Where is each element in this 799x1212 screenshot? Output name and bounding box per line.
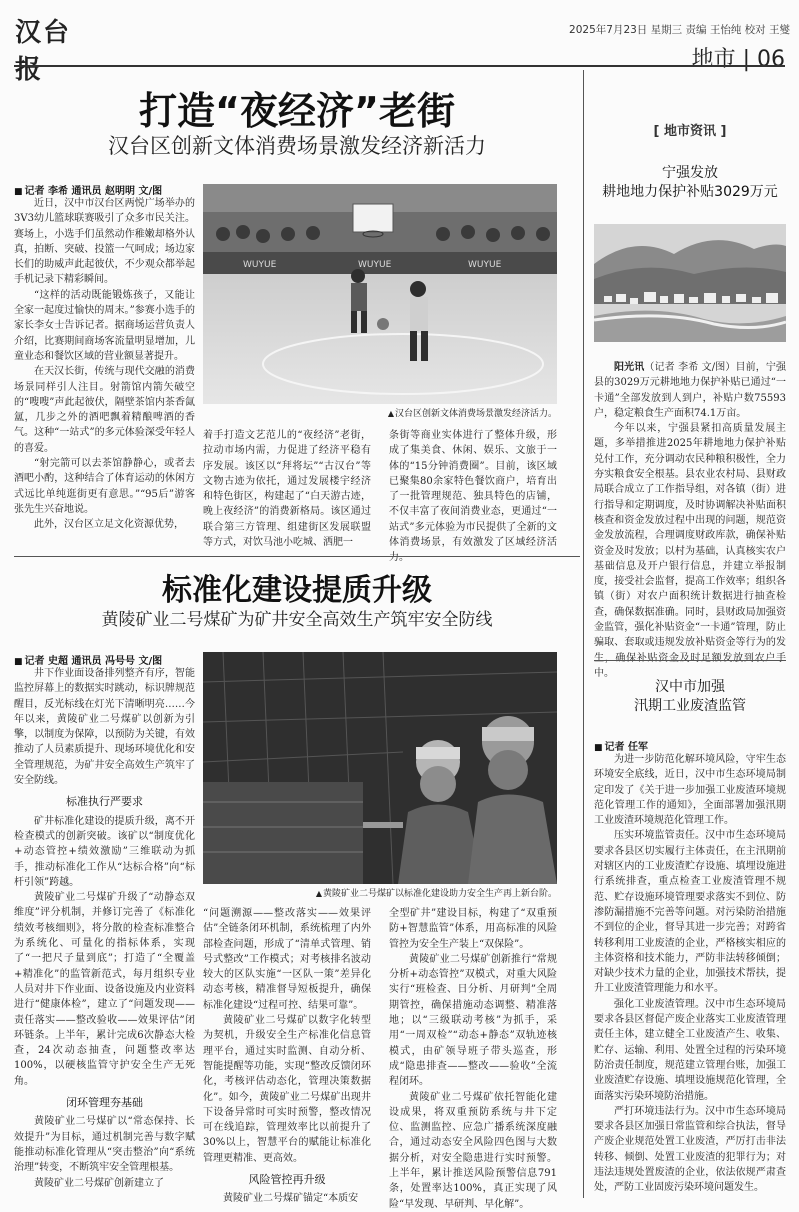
- article2-byline: ■ 记者 史超 通讯员 冯号号 文/图: [14, 652, 162, 667]
- section-heading: 闭环管理夯基础: [66, 1096, 143, 1110]
- article2-col2: [203, 906, 371, 1205]
- paragraph: 今年以来，宁强县紧扣高质量发展主题，多举措推进2025年耕地地力保护补贴兑付工作，充分调动农民种粮积极性，全力夯实粮食安全根基。县农业农村局、县财政局联合成立了工作指导组，对各镇（街）进行指导和定期调度，及时协调解决补贴面积核查和资金发放过程中出现的问题，规范资金发放流程，合理调度财政库款，确保补贴资金及时发放；以村为基础，认真核实农户基础信息及开户银行信息，并建立举报制度，接受社会监督，提高工作效率；组织各镇（街）对农户面积统计数据进行抽查检查，确保数据准确。同时，县财政局加强资金监管，强化补贴资金“一卡通”管理，防止骗取、套取或违规发放补贴资金等行为的发生，确保补贴资金及时足额发放到农户手中。: [594, 423, 786, 679]
- paragraph: 为进一步防范化解环境风险，守牢生态环境安全底线，近日，汉中市生态环境局制定印发了《关于进一步加强工业废渣环境规范化管理工作的通知》，全面部署加强汛期工业废渣环境规范化管理工作。: [594, 754, 786, 827]
- newspaper-logo: 汉台报: [15, 18, 72, 85]
- paragraph: 黄陵矿业二号煤矿以“常态保持、长效提升”为目标，通过机制完善与数字赋能推动标准化管理从“突击整治”向“系统治理”转变，不断筑牢安全管理根基。: [14, 1116, 195, 1174]
- article1-subtitle: 汉台区创新文体消费场景激发经济新活力: [108, 134, 486, 158]
- paragraph: 井下作业面设备排列整齐有序，智能监控屏幕上的数据实时跳动，标识牌规范醒目，反光标线在灯光下清晰明亮……今年以来，黄陵矿业二号煤矿以创新为引擎，以制度为保障，以预防为关键，有效推动了人员素质提升、现场环境优化和安全管理规范，为矿井安全高效生产筑牢了安全防线。: [14, 668, 195, 787]
- lead-author: （记者 李希 文/图）: [644, 362, 736, 373]
- basketball-photo: [203, 184, 557, 404]
- paragraph: 黄陵矿业二号煤矿锚定“本质安: [223, 1193, 359, 1205]
- paragraph: 矿井标准化建设的提质升级，离不开检查模式的创新突破。该矿以“制度优化+动态管控+绩效激励”三维联动为抓手，推动标准化工作从“达标合格”向“标杆引领”跨越。: [14, 815, 195, 888]
- brief2-title-line1: 汉中市加强: [655, 679, 725, 695]
- banner-text: WUYUE: [243, 260, 277, 270]
- article2-subtitle: 黄陵矿业二号煤矿为矿井安全高效生产筑牢安全防线: [101, 610, 493, 630]
- paragraph: 近日，汉中市汉台区两悦广场举办的3V3幼儿篮球联赛吸引了众多市民关注。赛场上，小选手们虽然动作稚嫩却格外认真，拍断、突破、投篮一气呵成；场边家长们的助威声此起彼伏，不少观众都举起手机记录下精彩瞬间。: [14, 198, 195, 286]
- basketball-photo-image: [203, 184, 557, 404]
- article1-col1: [14, 196, 195, 548]
- brief1-body: [594, 360, 787, 679]
- paragraph: 压实环境监管责任。汉中市生态环境局要求各县区切实履行主体责任，在主汛期前对辖区内的工业废渣贮存设施、填埋设施进行系统排查，重点检查工业废渣管理不规范、贮存设施环境管理要求落实不到位、防渗防漏措施不完善等问题。对污染防治措施不到位的企业，督导其进一步完善；对跨省转移利用工业废渣的企业，严格核实相应的主体资格和技术能力，严防非法转移倾倒；对缺少技术力量的企业，加强技术帮扶，提升工业废渣管理能力和水平。: [594, 830, 786, 995]
- town-aerial-photo-image: [594, 224, 786, 342]
- paragraph: “这样的活动既能锻炼孩子，又能让全家一起度过愉快的周末。”参赛小选手的家长李女士告诉记者。据商场运营负责人介绍，比赛期间商场客流量明显增加，儿童业态和餐饮区域的营业额显著提升。: [14, 289, 195, 362]
- town-aerial-photo: [594, 224, 786, 342]
- paragraph: 在天汉长街，传统与现代交融的消费场景同样引人注目。射箭馆内箭矢破空的“嗖嗖”声此起彼伏，隔壁茶馆内茶香氤氲，几步之外的酒吧飘着精酿啤酒的香气。这种“一站式”的多元体验深受年轻人的喜爱。: [14, 366, 195, 454]
- paragraph: 黄陵矿业二号煤矿创新建立了: [34, 1177, 164, 1189]
- paragraph: 黄陵矿业二号煤矿以数字化转型为契机，升级安全生产标准化信息管理平台，通过实时监测、自动分析、智能提醒等功能，实现“整改反馈闭环化，考核评估动态化，管理决策数据化”。如今，黄陵矿业二号煤矿出现井下设备异常时可实时预警，整改情况可在线追踪，管理效率比以前提升了30%以上，智慧平台的赋能让标准化管理更精准、更高效。: [203, 1015, 371, 1164]
- paragraph: 着手打造文艺范儿的“夜经济”老街，拉动市场内需，力促进了经济平稳有序发展。该区以“拜将坛”“古汉台”等文物古迹为依托，通过发展楼宇经济和特色街区，构建起了“白天游古迹，晚上夜经济”的消费新格局。该区通过联合第三方管理、组建街区发展联盟等方式，对饮马池小吃城、洒肥一: [203, 430, 371, 549]
- article1-col3: [389, 428, 557, 564]
- coal-mine-photo-image: [203, 652, 557, 884]
- paragraph: “射完箭可以去茶馆静静心，或者去酒吧小酌，这种结合了体育运动的休闲方式远比单纯逛街更有意思。”“95后”游客张先生兴奋地说。: [14, 458, 195, 515]
- paragraph: 严打环境违法行为。汉中市生态环境局要求各县区加强日常监管和综合执法，督导产废企业规范处置工业废渣，严厉打击非法转移、倾倒、处置工业废渣的犯罪行为；对违法违规处置废渣的企业，依法依规严肃查处，严防工业固废污染环境问题发生。: [594, 1105, 786, 1194]
- lead-text: 目前，宁强县的3029万元耕地地力保护补贴已通过“一卡通”全部发放到人到户，补贴户数75593户，稳定粮食生产面积74.1万亩。: [594, 362, 787, 419]
- paragraph: 此外，汉台区立足文化资源优势，: [34, 519, 184, 531]
- issue-info: 2025年7月23日 星期三 责编 王怡纯 校对 王燮: [569, 24, 790, 36]
- section-title: 地市 | 06: [691, 47, 785, 72]
- article1-col2: [203, 428, 371, 550]
- paragraph: 黄陵矿业二号煤矿创新推行“常规分析+动态管控”双模式，对重大风险实行“班检查、日分析、月研判”全周期管控，确保措施动态调整、精准落地；以“三级联动考核”为抓手，采用“一周双检”“动态+静态”双轨迹核模式，由矿领导班子带头巡查，形成“隐患排查——整改——验收”全流程闭环。: [389, 953, 557, 1088]
- sidebar-divider: [583, 70, 584, 1198]
- brief1-title-line2: 耕地地力保护补贴3029万元: [602, 184, 778, 200]
- article2-title: 标准化建设提质升级: [162, 573, 432, 608]
- article-divider: [14, 556, 580, 557]
- section-heading: 标准执行严要求: [66, 795, 143, 809]
- brief2-byline: ■ 记者 任军: [594, 738, 648, 753]
- paragraph: 黄陵矿业二号煤矿依托智能化建设成果，将双重预防系统与井下定位、监测监控、应急广播系统深度融合，通过动态安全风险四色图与大数据分析，对安全隐患进行实时预警。上半年，累计推送风险预警信息791条，处置率达100%，真正实现了风险“早发现、早研判、早化解”。: [389, 1091, 557, 1210]
- section-heading: 风险管控再升级: [248, 1173, 326, 1187]
- paragraph: 全型矿井”建设目标，构建了“双重预防+智慧监管”体系，用高标准的风险管控为安全生产装上“双保险”。: [389, 908, 557, 950]
- paragraph: 条街等商业实体进行了整体升级，形成了集美食、休闲、娱乐、文旅于一体的“15分钟消费圈”。目前，该区域已聚集80余家特色餐饮商户，培育出了一批管理规范、独具特色的店铺，不仅丰富了夜间消费业态，更通过“一站式”多元体验为市民提供了全新的文体消费场景，有效激发了区域经济活力。: [389, 430, 557, 564]
- brief2-title-line2: 汛期工业废渣监管: [634, 698, 746, 714]
- brief1-title-line1: 宁强发放: [662, 165, 718, 181]
- paragraph: 强化工业废渣管理。汉中市生态环境局要求各县区督促产废企业落实工业废渣管理责任主体，建立健全工业废渣产生、收集、贮存、运输、利用、处置全过程的污染环境防治责任制度，规范建立管理台账，加强工业废渣贮存设施、填埋设施规范化管理，全面落实污染环境防治措施。: [594, 998, 786, 1102]
- sidebar-tag: [ 地市资讯 ]: [653, 124, 727, 139]
- lead-source: 阳光讯: [614, 362, 645, 373]
- masthead-rule: [14, 65, 785, 67]
- paragraph: “问题溯源——整改落实——效果评估”全链条闭环机制，系统梳理了内外部检查问题，形成了“清单式管理、销号式整改”工作模式；对考核排名波动较大的区队实施“一区队一策”差异化动态考核，精准督导短板提升，确保标准化建设“过程可控、结果可靠”。: [203, 908, 371, 1011]
- article2-col1: [14, 666, 195, 1196]
- brief2-body: [594, 752, 786, 1198]
- banner-text: WUYUE: [468, 260, 502, 270]
- coal-mine-photo-caption: ▲ 黄陵矿业二号煤矿以标准化建设助力安全生产再上新台阶。: [203, 886, 557, 899]
- coal-mine-photo: [203, 652, 557, 884]
- brief-divider: [594, 660, 786, 661]
- article2-col3: [389, 906, 557, 1210]
- paragraph: 黄陵矿业二号煤矿升级了“动静态双维度”评分机制，并修订完善了《标准化绩效考核细则》，将分散的检查标准整合为系统化、可量化的指标体系，实现了“一把尺子量到底”；打造了“全覆盖+精准化”的监管新范式，每月组织专业人员对井下作业面、设备设施及内业资料进行“健康体检”，建立了“问题发现——责任落实——整改验收——效果评估”闭环链条。上半年，累计完成6次静态大检查，24次动态抽查，问题整改率达100%，以硬核监管守护安全生产无死角。: [14, 892, 195, 1087]
- article1-title: 打造“夜经济”老街: [139, 89, 455, 133]
- paragraph: [594, 360, 786, 421]
- basketball-photo-caption: ▲ 汉台区创新文体消费场景激发经济活力。: [203, 406, 557, 419]
- banner-text: WUYUE: [358, 260, 392, 270]
- article1-byline: ■ 记者 李希 通讯员 赵明明 文/图: [14, 182, 162, 197]
